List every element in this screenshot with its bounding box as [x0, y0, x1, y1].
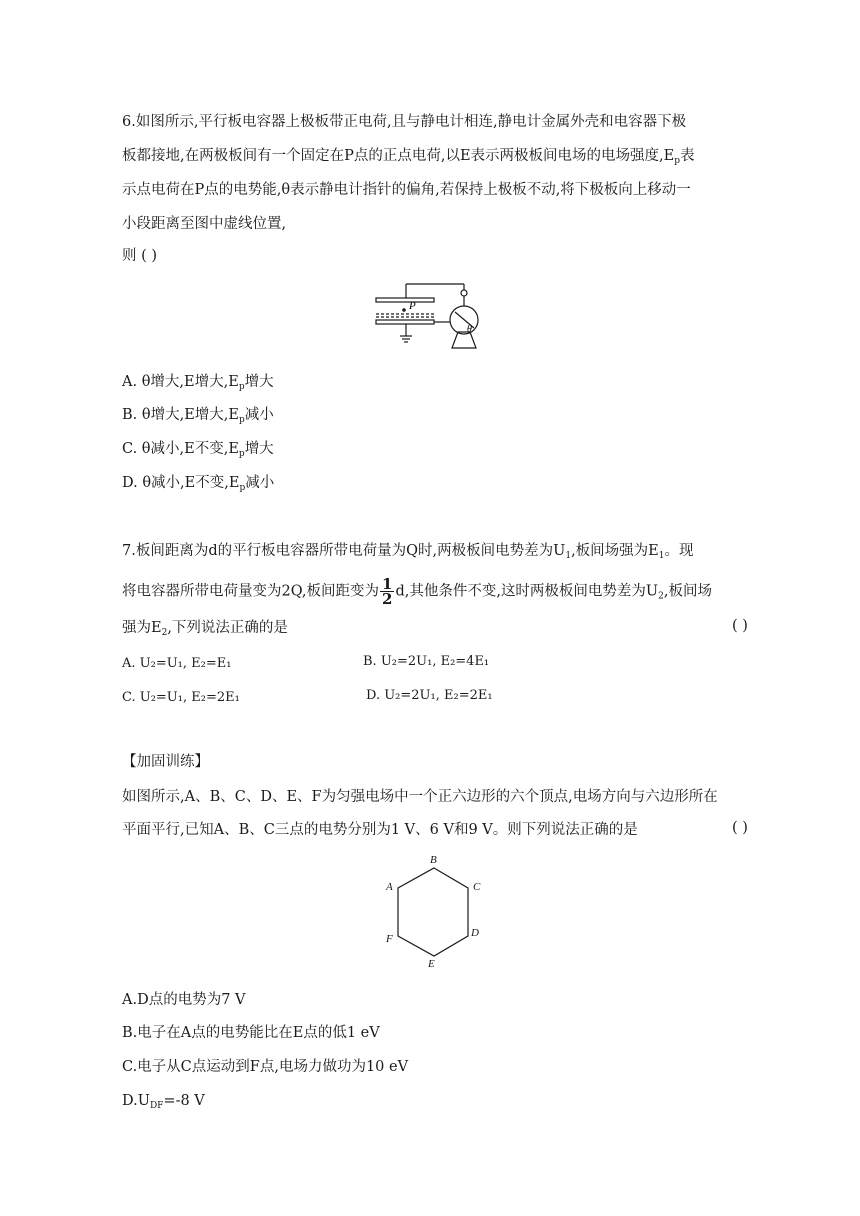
theta-label: θ — [467, 324, 472, 335]
q7-option-b: B. U₂=2U₁, E₂=4E₁ — [363, 654, 490, 669]
q7-line-2: 将电容器所带电荷量变为2Q,板间距变为 $\frac{1}{2}$ d,其他条件不变,这时两极板间电势差为$U_2$,板间场 — [122, 575, 713, 608]
q7-option-d: D. U₂=2U₁, E₂=2E₁ — [366, 688, 493, 703]
q6-option-a: A. θ增大,E增大$,E_p$增大 — [122, 374, 274, 392]
extra-line-1: 如图所示,A、B、C、D、E、F为匀强电场中一个正六边形的六个顶点,电场方向与六边形所在 — [122, 789, 718, 805]
capacitor-electroscope-figure — [368, 276, 498, 356]
vertex-d-label: D — [471, 927, 479, 939]
vertex-a-label: A — [386, 881, 393, 893]
vertex-c-label: C — [473, 881, 481, 893]
extra-line-2: 平面平行,已知A、B、C三点的电势分别为1 V、6 V和9 V。则下列说法正确的是 — [122, 822, 638, 838]
point-p-label: P — [409, 300, 416, 312]
q6-line-4: 小段距离至图中虚线位置, — [122, 216, 287, 232]
q7-answer-bracket: ( ) — [732, 618, 748, 634]
q6-option-d: D. θ减小,E不变$,E_p$减小 — [122, 475, 275, 493]
fraction-one-half: $\frac{1}{2}$ — [382, 575, 393, 608]
extra-heading: 【加固训练】 — [122, 754, 209, 770]
vertex-f-label: F — [386, 933, 393, 945]
q6-line-1: 6.如图所示,平行板电容器上极板带正电荷,且与静电计相连,静电计金属外壳和电容器下极 — [122, 114, 687, 130]
extra-option-c: C.电子从C点运动到F点,电场力做功为10 eV — [122, 1059, 409, 1075]
q7-option-a: A. U₂=U₁, E₂=E₁ — [122, 656, 232, 671]
q7-option-c: C. U₂=U₁, E₂=2E₁ — [122, 690, 240, 705]
q6-line-3: 示点电荷在P点的电势能,θ表示静电计指针的偏角,若保持上极板不动,将下极板向上移动一 — [122, 182, 691, 198]
q7-line-3: 强为$E_2$,下列说法正确的是 — [122, 620, 288, 638]
extra-option-b: B.电子在A点的电势能比在E点的低1 eV — [122, 1025, 380, 1041]
hexagon-figure — [378, 850, 488, 970]
extra-option-a: A.D点的电势为7 V — [122, 992, 246, 1008]
q6-line-2: 板都接地,在两极板间有一个固定在P点的正点电荷,以E表示两极板间电场的电场强度$,E_p$表 — [122, 148, 695, 166]
q6-line-5: 则 ( ) — [122, 248, 158, 264]
q7-line-1: 7.板间距离为d的平行板电容器所带电荷量为Q时,两极板间电势差为$U_1$,板间场强为$E_1$。现 — [122, 543, 694, 561]
vertex-b-label: B — [430, 854, 437, 866]
extra-answer-bracket: ( ) — [732, 820, 748, 836]
vertex-e-label: E — [428, 958, 435, 970]
q6-option-b: B. θ增大,E增大$,E_p$减小 — [122, 407, 274, 425]
extra-option-d: $D.U_{DF}=-8$ V — [122, 1093, 205, 1111]
q6-option-c: C. θ减小,E不变$,E_p$增大 — [122, 441, 274, 459]
